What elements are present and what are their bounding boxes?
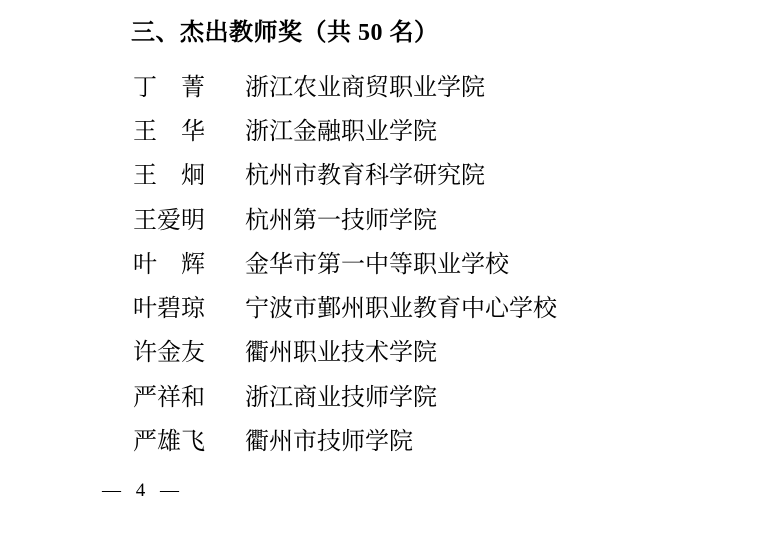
awardee-name: 严祥和 [133, 384, 205, 411]
award-list-row [133, 151, 693, 195]
awardee-name: 丁 菁 [133, 74, 205, 101]
page-number: — 4 — [102, 480, 179, 501]
award-list [133, 62, 693, 461]
award-list-row [133, 328, 693, 372]
award-list-row [133, 62, 693, 106]
awardee-institution: 衢州职业技术学院 [245, 340, 437, 367]
awardee-name: 王 炯 [133, 163, 205, 190]
awardee-name: 许金友 [133, 340, 205, 367]
awardee-institution: 浙江商业技师学院 [245, 384, 437, 411]
award-list-row [133, 195, 693, 239]
award-list-row [133, 106, 693, 150]
awardee-institution: 浙江金融职业学院 [245, 118, 437, 145]
awardee-name: 王 华 [133, 118, 205, 145]
award-list-row [133, 416, 693, 460]
awardee-institution: 宁波市鄞州职业教育中心学校 [245, 296, 557, 323]
awardee-institution: 杭州第一技师学院 [245, 207, 437, 234]
awardee-name: 严雄飞 [133, 429, 205, 456]
awardee-name: 叶 辉 [133, 251, 205, 278]
award-list-row [133, 239, 693, 283]
awardee-institution: 杭州市教育科学研究院 [245, 163, 485, 190]
awardee-institution: 浙江农业商贸职业学院 [245, 74, 485, 101]
award-list-row [133, 283, 693, 327]
awardee-institution: 金华市第一中等职业学校 [245, 251, 509, 278]
award-list-row [133, 372, 693, 416]
section-title: 三、杰出教师奖（共 50 名） [131, 20, 439, 46]
awardee-name: 王爱明 [133, 207, 205, 234]
awardee-name: 叶碧琼 [133, 296, 205, 323]
awardee-institution: 衢州市技师学院 [245, 429, 413, 456]
